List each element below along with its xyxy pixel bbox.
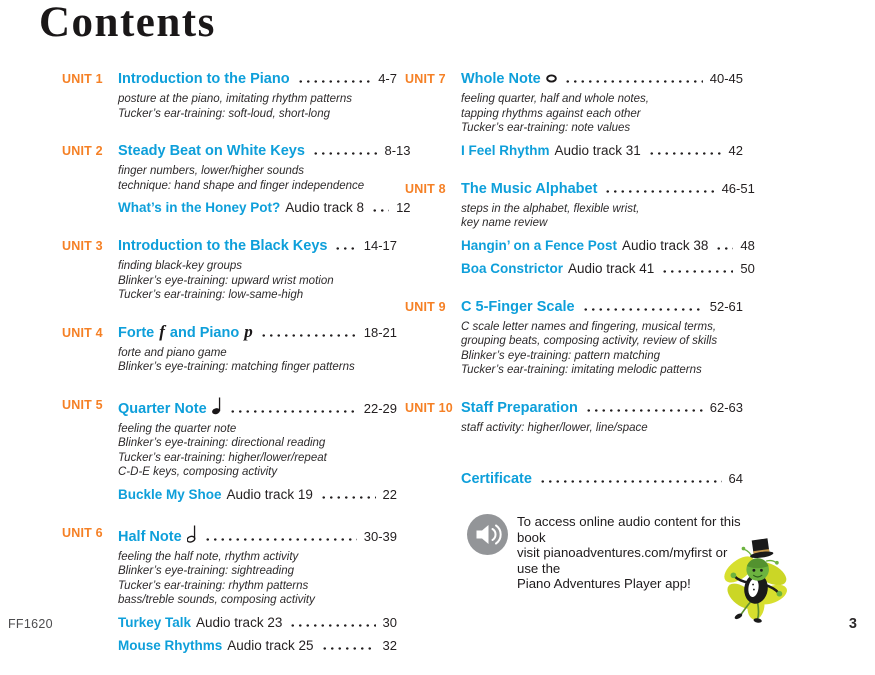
catalog-number: FF1620 <box>8 617 53 631</box>
song-title: Mouse Rhythms <box>118 637 223 653</box>
unit-description-line: feeling quarter, half and whole notes, <box>461 93 649 105</box>
unit-description-line: Tucker’s ear-training: rhythm patterns <box>118 579 309 592</box>
page-title: Contents <box>39 0 216 46</box>
unit-entry <box>62 396 397 503</box>
unit-title-text: Whole Note <box>461 71 541 87</box>
unit-label: UNIT 9 <box>405 299 446 314</box>
unit-entry <box>405 399 743 436</box>
certificate-entry <box>461 470 743 488</box>
dynamic-symbol: f <box>159 321 165 341</box>
song-entry <box>118 199 411 216</box>
dotted-leader <box>289 624 375 627</box>
unit-description-line: posture at the piano, imitating rhythm patterns <box>118 93 352 105</box>
unit-page-range: 40-45 <box>709 71 743 86</box>
dotted-leader <box>585 409 703 412</box>
unit-label: UNIT 3 <box>62 239 103 253</box>
unit-heading <box>461 399 743 417</box>
unit-title-text: Introduction to the Piano <box>118 71 290 87</box>
dotted-leader <box>371 209 389 212</box>
unit-description-line: Tucker’s ear-training: higher/lower/repeat <box>118 451 327 464</box>
quarter-note-icon <box>212 396 222 418</box>
unit-description-line: feeling the quarter note <box>118 422 237 435</box>
unit-heading <box>118 237 397 255</box>
unit-title <box>118 142 305 160</box>
unit-label: UNIT 10 <box>405 400 453 415</box>
dotted-leader <box>260 334 357 337</box>
song-page: 48 <box>740 237 755 253</box>
unit-description-line: feeling the half note, rhythm activity <box>118 550 299 563</box>
unit-body <box>118 524 397 654</box>
song-entry <box>461 260 755 277</box>
unit-songs <box>118 199 411 216</box>
song-entry <box>461 237 755 254</box>
song-title: Hangin’ on a Fence Post <box>461 237 618 253</box>
audio-note-text <box>517 514 743 592</box>
unit-descriptions <box>118 550 397 608</box>
unit-label: UNIT 2 <box>62 144 103 158</box>
unit-title-text: Quarter Note <box>118 400 207 417</box>
unit-descriptions <box>118 92 397 121</box>
unit-heading <box>118 321 397 342</box>
unit-description-line: finger numbers, lower/higher sounds <box>118 165 305 177</box>
song-page: 50 <box>740 260 755 276</box>
unit-label: UNIT 8 <box>405 181 446 196</box>
audio-note-line: To access online audio content for this book <box>517 514 741 545</box>
song-title: Boa Constrictor <box>461 260 564 276</box>
song-entry <box>118 614 397 631</box>
song-entry <box>461 142 743 159</box>
unit-title-text: The Music Alphabet <box>461 180 598 197</box>
unit-description-line: steps in the alphabet, flexible wrist, <box>461 202 640 215</box>
dotted-leader <box>564 80 703 83</box>
dotted-leader <box>539 480 722 483</box>
song-audio-track: Audio track 38 <box>622 237 709 253</box>
certificate-title: Certificate <box>461 471 532 487</box>
unit-description-line: key name review <box>461 217 548 229</box>
song-entry <box>118 486 397 503</box>
unit-page-range: 22-29 <box>363 400 397 416</box>
song-title: Buckle My Shoe <box>118 486 222 502</box>
unit-title <box>461 70 557 88</box>
unit-label: UNIT 1 <box>62 72 103 86</box>
unit-description-line: C scale letter names and fingering, musical terms, <box>461 320 717 333</box>
dotted-leader <box>661 270 733 273</box>
unit-description-line: Blinker’s eye-training: pattern matching <box>461 349 661 362</box>
song-page: 42 <box>728 142 743 158</box>
unit-songs <box>461 142 743 159</box>
unit-descriptions <box>118 259 397 303</box>
unit-title <box>118 70 290 88</box>
unit-title-text: C 5-Finger Scale <box>461 298 575 315</box>
unit-description-line: staff activity: higher/lower, line/space <box>461 421 648 434</box>
dotted-leader <box>582 308 703 311</box>
unit-heading <box>118 142 411 160</box>
firefly-character-illustration <box>714 536 798 633</box>
song-title: Turkey Talk <box>118 614 192 630</box>
contents-column-left <box>62 70 411 675</box>
song-audio-track: Audio track 25 <box>227 637 314 653</box>
unit-description-line: bass/treble sounds, composing activity <box>118 594 315 606</box>
unit-heading <box>461 70 743 88</box>
certificate-page: 64 <box>728 471 743 486</box>
unit-page-range: 18-21 <box>363 324 397 340</box>
song-title: I Feel Rhythm <box>461 142 550 158</box>
unit-title <box>461 180 597 198</box>
dotted-leader <box>320 496 376 499</box>
song-page: 12 <box>396 200 411 215</box>
dotted-leader <box>648 152 722 155</box>
audio-note-line: Piano Adventures Player app! <box>517 576 691 591</box>
unit-label: UNIT 4 <box>62 325 103 340</box>
unit-description-line: grouping beats, composing activity, review of skills <box>461 335 718 347</box>
unit-title-text: Forte <box>118 324 155 341</box>
dotted-leader <box>334 247 356 250</box>
unit-label: UNIT 6 <box>62 525 103 540</box>
unit-title <box>118 237 327 255</box>
unit-page-range: 52-61 <box>709 298 743 314</box>
unit-title-text: Staff Preparation <box>461 399 578 416</box>
unit-title <box>461 399 578 417</box>
unit-description-line: C-D-E keys, composing activity <box>118 466 278 478</box>
audio-access-note <box>467 514 743 592</box>
unit-description-line: forte and piano game <box>118 346 227 359</box>
whole-note-icon <box>546 70 557 88</box>
speaker-icon <box>467 514 508 560</box>
dynamic-symbol: p <box>244 321 253 341</box>
unit-title <box>118 321 253 342</box>
song-page: 30 <box>382 614 397 630</box>
unit-page-range: 4-7 <box>378 71 397 86</box>
unit-heading <box>118 524 397 546</box>
unit-entry <box>405 180 755 277</box>
song-audio-track: Audio track 19 <box>226 486 313 502</box>
unit-descriptions <box>118 164 411 193</box>
dotted-leader <box>604 190 714 193</box>
unit-page-range: 30-39 <box>363 528 397 544</box>
unit-description-line: tapping rhythms against each other <box>461 107 641 120</box>
unit-descriptions <box>118 346 397 375</box>
dotted-leader <box>204 538 357 541</box>
song-audio-track: Audio track 23 <box>196 614 283 630</box>
unit-description-line: Blinker’s eye-training: upward wrist motion <box>118 274 334 287</box>
audio-note-line: visit pianoadventures.com/myfirst or use the <box>517 545 728 576</box>
unit-entry <box>62 237 397 303</box>
song-audio-track: Audio track 31 <box>554 142 641 158</box>
unit-description-line: Tucker’s ear-training: imitating melodic patterns <box>461 364 702 376</box>
unit-description-line: Tucker’s ear-training: soft-loud, short-long <box>118 107 330 120</box>
unit-description-line: Tucker’s ear-training: note values <box>461 122 631 134</box>
unit-page-range: 14-17 <box>363 238 397 253</box>
unit-description-line: technique: hand shape and finger independence <box>118 179 365 192</box>
unit-page-range: 62-63 <box>709 399 743 415</box>
dotted-leader <box>297 80 372 83</box>
unit-songs <box>118 486 397 503</box>
unit-title-text: and Piano <box>169 324 240 341</box>
unit-entry <box>62 321 397 375</box>
unit-descriptions <box>461 202 755 231</box>
dotted-leader <box>229 410 357 413</box>
unit-label: UNIT 5 <box>62 397 103 412</box>
unit-description-line: Blinker’s eye-training: directional reading <box>118 437 326 449</box>
unit-body <box>118 237 397 303</box>
unit-descriptions <box>461 320 743 378</box>
unit-title <box>118 396 222 418</box>
unit-entry <box>62 524 397 654</box>
song-entry <box>118 637 397 654</box>
unit-title-text: Half Note <box>118 528 182 545</box>
unit-description-line: Blinker’s eye-training: sightreading <box>118 565 295 577</box>
song-page: 32 <box>382 637 397 653</box>
unit-body <box>118 142 411 216</box>
unit-body <box>118 70 397 121</box>
unit-descriptions <box>461 421 743 436</box>
unit-entry <box>62 70 397 121</box>
unit-body <box>118 396 397 503</box>
unit-title-text: Introduction to the Black Keys <box>118 238 328 254</box>
unit-body <box>461 399 743 436</box>
unit-body <box>461 180 755 277</box>
page-number: 3 <box>848 616 857 632</box>
unit-heading <box>118 70 397 88</box>
unit-title-text: Steady Beat on White Keys <box>118 143 305 159</box>
unit-description-line: finding black-key groups <box>118 260 243 272</box>
dotted-leader <box>312 152 378 155</box>
unit-description-line: Blinker’s eye-training: matching finger patterns <box>118 361 355 373</box>
unit-entry <box>62 142 411 216</box>
unit-page-range: 46-51 <box>721 180 755 196</box>
unit-page-range: 8-13 <box>384 143 411 158</box>
unit-entry <box>405 298 743 378</box>
unit-songs <box>118 614 397 654</box>
unit-body <box>461 70 743 159</box>
unit-heading <box>461 298 743 316</box>
unit-heading <box>461 180 755 198</box>
unit-body <box>461 298 743 378</box>
unit-description-line: Tucker’s ear-training: low-same-high <box>118 289 304 301</box>
contents-column-right <box>405 70 755 675</box>
contents-columns <box>62 70 755 675</box>
unit-body <box>118 321 397 375</box>
unit-entry <box>405 70 743 159</box>
unit-descriptions <box>461 92 743 136</box>
unit-heading <box>118 396 397 418</box>
song-page: 22 <box>382 486 397 502</box>
song-audio-track: Audio track 41 <box>568 260 655 276</box>
unit-title <box>118 524 197 546</box>
unit-songs <box>461 237 755 277</box>
unit-descriptions <box>118 422 397 480</box>
unit-title <box>461 298 575 316</box>
song-title: What’s in the Honey Pot? <box>118 200 281 215</box>
unit-label: UNIT 7 <box>405 72 446 86</box>
half-note-icon <box>187 524 197 546</box>
song-audio-track: Audio track 8 <box>285 200 365 215</box>
dotted-leader <box>321 647 376 650</box>
dotted-leader <box>715 247 733 250</box>
